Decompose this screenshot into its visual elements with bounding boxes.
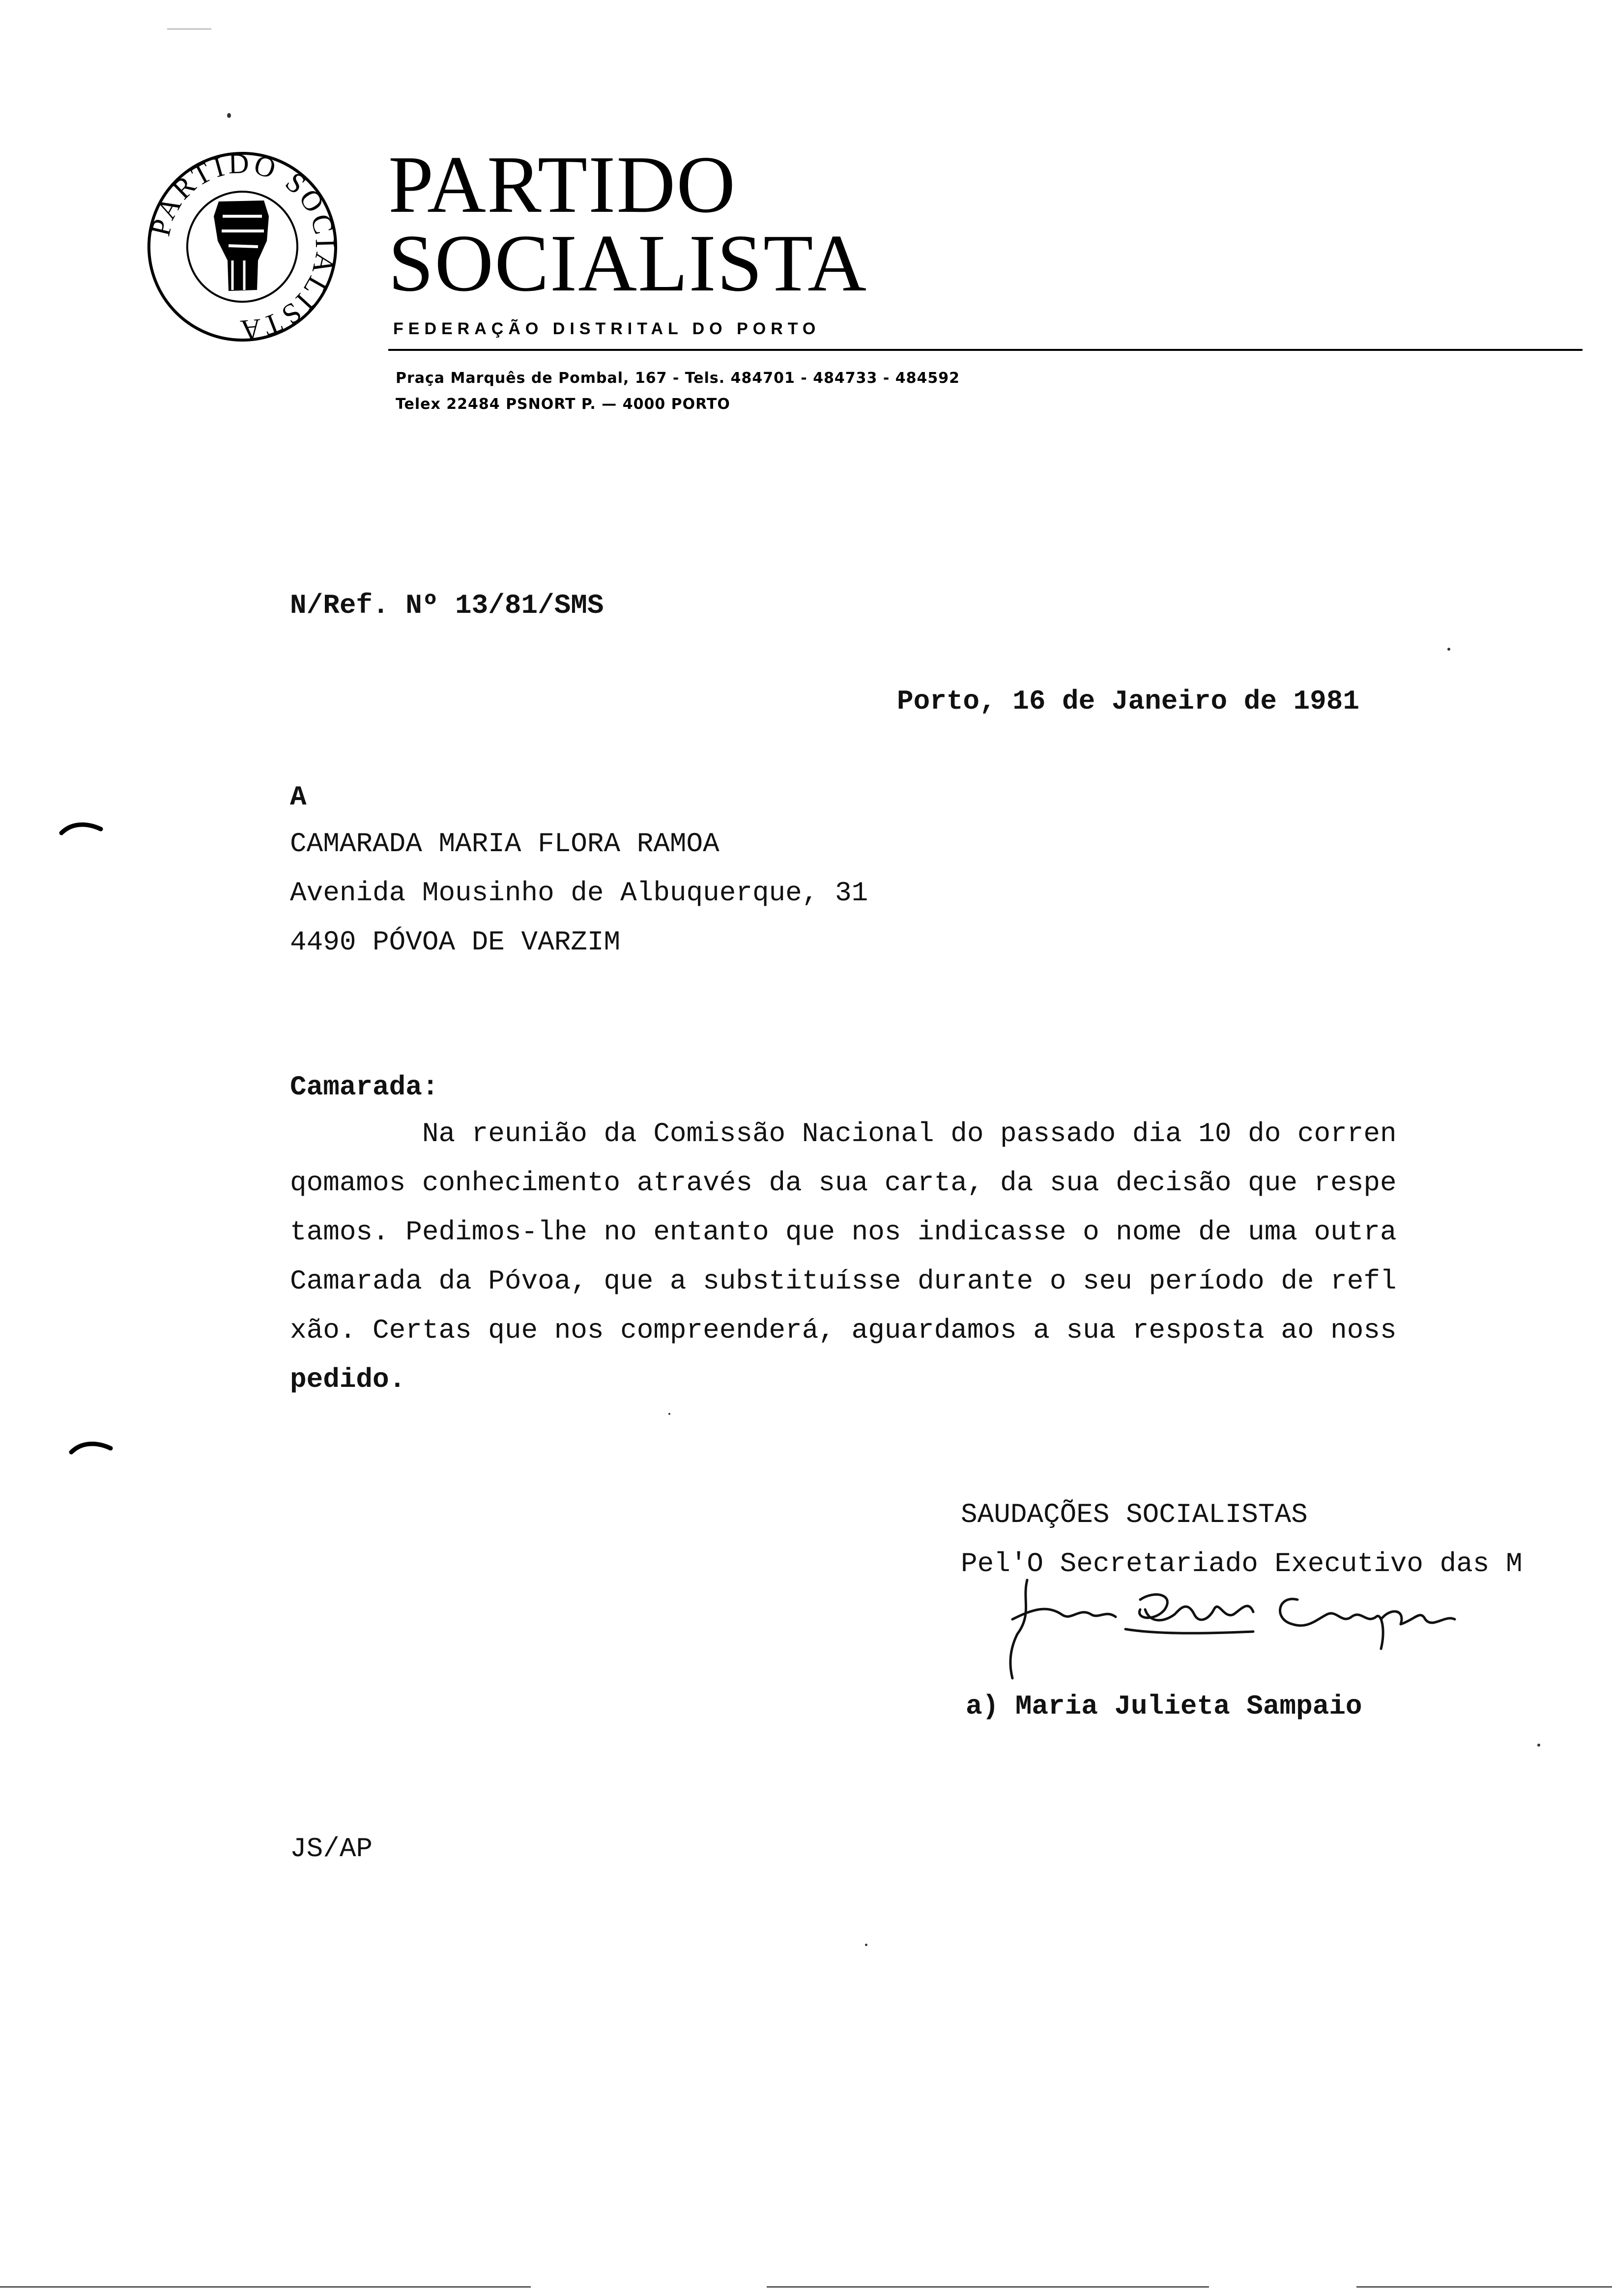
address-line2: Telex 22484 PSNORT P. — 4000 PORTO (396, 396, 730, 413)
speck (1447, 648, 1450, 651)
party-name-line2: SOCIALISTA (388, 218, 868, 308)
margin-mark-lower (69, 1437, 113, 1457)
body-line-5: xão. Certas que nos compreenderá, aguardamos a sua resposta ao noss (290, 1315, 1397, 1346)
letterhead-rule (388, 349, 1583, 351)
address-line1: Praça Marquês de Pombal, 167 - Tels. 484701 - 484733 - 484592 (396, 370, 960, 387)
federation-name: FEDERAÇÃO DISTRITAL DO PORTO (393, 319, 821, 338)
closing-greeting: SAUDAÇÕES SOCIALISTAS (961, 1499, 1308, 1530)
handwritten-signature (993, 1560, 1494, 1688)
party-name-line1: PARTIDO (388, 139, 737, 230)
logo-ring-text: PARTIDO SOCIALISTA (144, 147, 342, 347)
body-line-2: qomamos conhecimento através da sua carta, da sua decisão que respe (290, 1167, 1397, 1199)
recipient-city: 4490 PÓVOA DE VARZIM (290, 926, 621, 958)
body-line-4: Camarada da Póvoa, que a substituísse durante o seu período de refl (290, 1265, 1397, 1297)
reference-number: N/Ref. Nº 13/81/SMS (290, 590, 604, 621)
date-line: Porto, 16 de Janeiro de 1981 (897, 686, 1359, 717)
signed-name: a) Maria Julieta Sampaio (966, 1691, 1362, 1722)
speck (668, 1413, 670, 1415)
speck (1537, 1744, 1540, 1747)
salutation: Camarada: (290, 1071, 439, 1103)
scan-edge-middle (767, 2286, 1209, 2288)
closing-on-behalf: Pel'O Secretariado Executivo das M (961, 1548, 1523, 1579)
body-line-1: Na reunião da Comissão Nacional do passado dia 10 do corren (290, 1118, 1397, 1149)
margin-mark-upper (59, 818, 103, 838)
typist-initials: JS/AP (290, 1833, 373, 1865)
recipient-prefix: A (290, 781, 307, 813)
party-logo-fist-icon (135, 143, 351, 349)
recipient-name: CAMARADA MARIA FLORA RAMOA (290, 828, 720, 860)
body-line-6: pedido. (290, 1364, 406, 1395)
scan-edge-right (1356, 2286, 1612, 2288)
speck (227, 113, 231, 118)
speck (865, 1944, 867, 1946)
scan-edge-left (0, 2286, 531, 2288)
body-line-3: tamos. Pedimos-lhe no entanto que nos indicasse o nome de uma outra (290, 1216, 1397, 1248)
recipient-street: Avenida Mousinho de Albuquerque, 31 (290, 877, 868, 909)
